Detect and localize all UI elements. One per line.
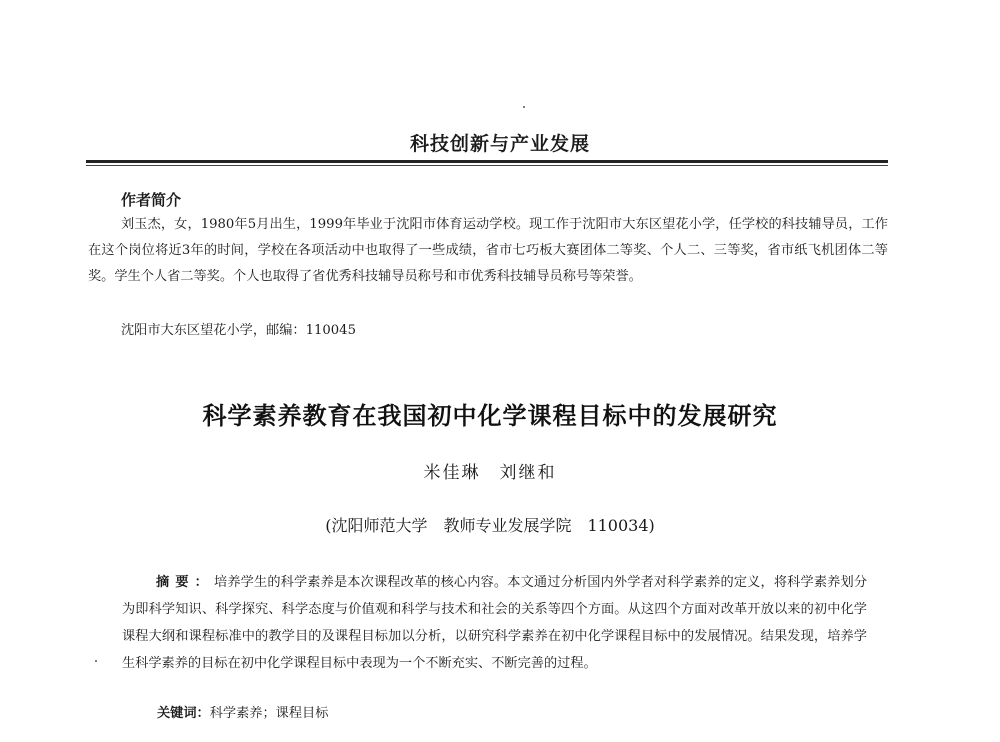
bio-title: 作者简介 bbox=[121, 191, 182, 209]
scan-speck bbox=[523, 106, 525, 108]
running-header: 科技创新与产业发展 bbox=[409, 133, 590, 155]
bio-text: 刘玉杰，女，1980年5月出生，1999年毕业于沈阳市体育运动学校。现工作于沈阳市大东区望花小学，任学校的科技辅导员，工作在这个岗位将近3年的时间，学校在各项活动中也取得了一些成绩，省市七巧板大赛团体二等奖、个人二、三等奖，省市纸飞机团体二等奖。学生个人省二等奖。个人也取得了省优秀科技辅导员称号和市优秀科技辅导员称号等荣誉。 bbox=[88, 217, 888, 284]
header-rule-thick bbox=[86, 160, 888, 163]
bio-address: 沈阳市大东区望花小学，邮编：110045 bbox=[121, 323, 356, 338]
article-affiliation: (沈阳师范大学 教师专业发展学院 110034) bbox=[325, 516, 655, 535]
keywords-label: 关键词： bbox=[157, 706, 210, 721]
abstract-text: 培养学生的科学素养是本次课程改革的核心内容。本文通过分析国内外学者对科学素养的定义，将科学素养划分为即科学知识、科学探究、科学态度与价值观和科学与技术和社会的关系等四个方面。从这四个方面对改革开放以来的初中化学课程大纲和课程标准中的教学目的及课程目标加以分析，以研究科学素养在初中化学课程目标中的发展情况。结果发现，培养学生科学素养的目标在初中化学课程目标中表现为一个不断充实、不断完善的过程。 bbox=[122, 575, 868, 671]
article-title: 科学素养教育在我国初中化学课程目标中的发展研究 bbox=[202, 402, 778, 430]
keywords-text: 科学素养；课程目标 bbox=[209, 706, 329, 721]
keywords bbox=[157, 703, 328, 725]
abstract-label: 摘要： bbox=[156, 575, 214, 590]
abstract bbox=[122, 569, 867, 677]
header-rule-thin bbox=[86, 165, 888, 166]
article-authors: 米佳琳 刘继和 bbox=[423, 463, 557, 483]
scan-speck bbox=[95, 660, 97, 662]
